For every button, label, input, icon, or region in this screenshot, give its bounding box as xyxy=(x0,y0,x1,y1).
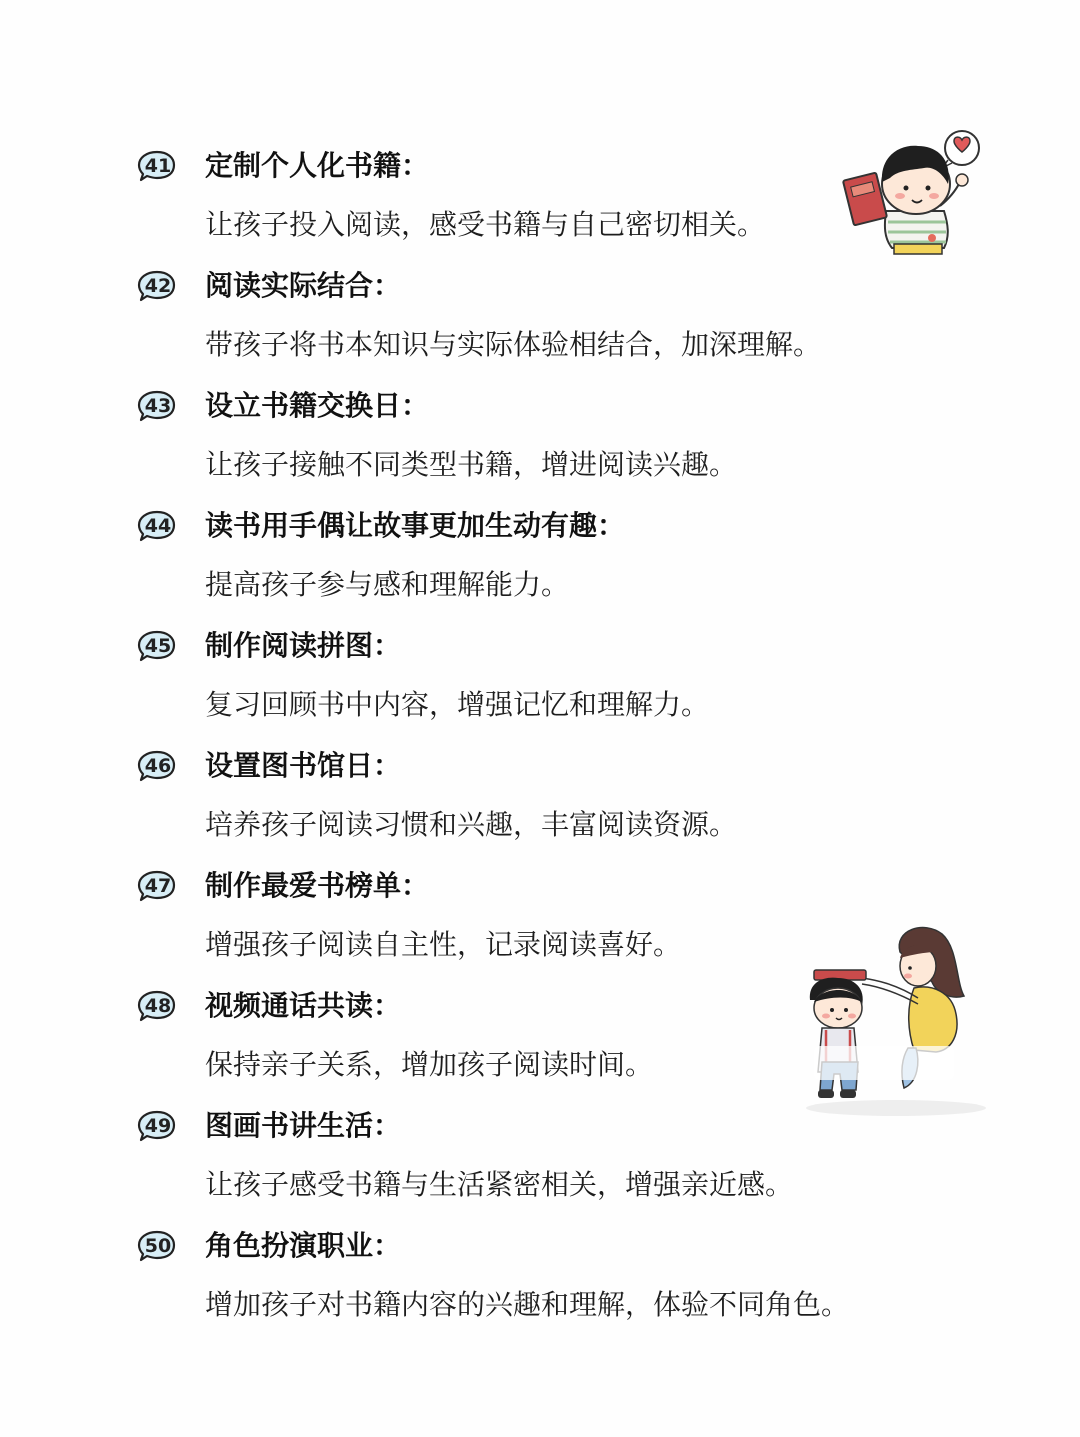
girl-with-book-illustration xyxy=(836,126,986,256)
number-badge xyxy=(137,749,177,783)
item-description: 提高孩子参与感和理解能力。 xyxy=(205,568,570,601)
item-title: 读书用手偶让故事更加生动有趣： xyxy=(205,509,626,542)
item-description: 让孩子感受书籍与生活紧密相关，增强亲近感。 xyxy=(205,1168,794,1201)
badge-number: 46 xyxy=(144,755,172,777)
item-title: 制作最爱书榜单： xyxy=(205,869,430,902)
item-title: 图画书讲生活： xyxy=(205,1109,402,1142)
badge-number: 43 xyxy=(144,395,172,417)
number-badge xyxy=(137,269,177,303)
list-item xyxy=(0,629,1080,752)
item-title: 制作阅读拼图： xyxy=(205,629,402,662)
item-title: 定制个人化书籍： xyxy=(205,149,430,182)
badge-number: 48 xyxy=(144,995,172,1017)
list-item xyxy=(0,1109,1080,1232)
badge-number: 45 xyxy=(144,635,172,657)
badge-number: 49 xyxy=(144,1115,172,1137)
mother-and-child-illustration xyxy=(796,922,992,1122)
list-item xyxy=(0,1229,1080,1352)
item-description: 增强孩子阅读自主性，记录阅读喜好。 xyxy=(205,928,682,961)
item-description: 让孩子投入阅读，感受书籍与自己密切相关。 xyxy=(205,208,766,241)
badge-number: 44 xyxy=(144,515,172,537)
list-item xyxy=(0,749,1080,872)
badge-number: 50 xyxy=(144,1235,172,1257)
item-description: 复习回顾书中内容，增强记忆和理解力。 xyxy=(205,688,710,721)
number-badge xyxy=(137,629,177,663)
item-title: 设立书籍交换日： xyxy=(205,389,430,422)
badge-number: 42 xyxy=(144,275,172,297)
number-badge xyxy=(137,1109,177,1143)
list-item xyxy=(0,269,1080,392)
badge-number: 47 xyxy=(144,875,172,897)
list-item xyxy=(0,509,1080,632)
item-title: 阅读实际结合： xyxy=(205,269,402,302)
item-title: 设置图书馆日： xyxy=(205,749,402,782)
number-badge xyxy=(137,389,177,423)
item-description: 让孩子接触不同类型书籍，增进阅读兴趣。 xyxy=(205,448,738,481)
badge-number: 41 xyxy=(144,155,172,177)
item-description: 增加孩子对书籍内容的兴趣和理解，体验不同角色。 xyxy=(205,1288,850,1321)
number-badge xyxy=(137,509,177,543)
number-badge xyxy=(137,989,177,1023)
number-badge xyxy=(137,149,177,183)
item-title: 角色扮演职业： xyxy=(205,1229,402,1262)
number-badge xyxy=(137,869,177,903)
number-badge xyxy=(137,1229,177,1263)
item-title: 视频通话共读： xyxy=(205,989,402,1022)
list-item xyxy=(0,389,1080,512)
item-description: 带孩子将书本知识与实际体验相结合，加深理解。 xyxy=(205,328,822,361)
item-description: 培养孩子阅读习惯和兴趣，丰富阅读资源。 xyxy=(205,808,738,841)
item-description: 保持亲子关系，增加孩子阅读时间。 xyxy=(205,1048,654,1081)
